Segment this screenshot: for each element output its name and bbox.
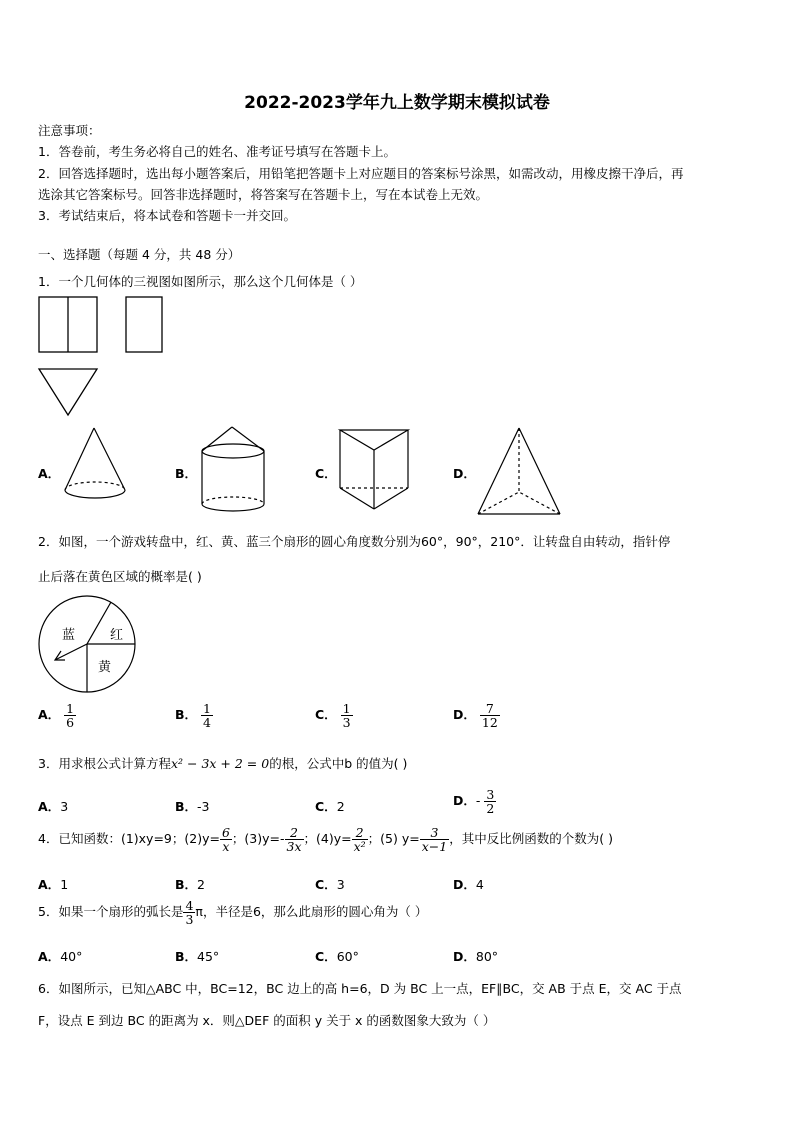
q5-option-c: C．60° (315, 949, 359, 964)
q2-option-a (38, 702, 76, 729)
q4-option-c: C．3 (315, 877, 345, 892)
q3-option-a: A．3 (38, 799, 69, 814)
q4-option-b: B．2 (175, 877, 205, 892)
q5-stem: 5．如果一个扇形的弧长是 $\frac{4}{3}$ π，半径是6，那么此扇形的圆心角为（ ） (38, 898, 428, 928)
cone-figure (62, 426, 132, 502)
notice-heading: 注意事项： (38, 123, 101, 138)
option-label: D． (453, 707, 476, 723)
q1-option-a-label: A． (38, 466, 61, 481)
fraction: $\frac{2}{3x}$ (286, 825, 302, 855)
section-heading: 一、选择题（每题 4 分，共 48 分） (38, 247, 241, 262)
option-label: A． (38, 707, 61, 723)
q2-option-c (315, 702, 353, 729)
fraction: $\frac{1}{4}$ (203, 701, 211, 731)
fraction: $\frac{1}{3}$ (342, 701, 351, 731)
spinner-figure (38, 594, 138, 696)
q4-option-a: A．1 (38, 877, 69, 892)
notice-item-2: 2．回答选择题时，选出每小题答案后，用铅笔把答题卡上对应题目的答案标号涂黑，如需改动，用橡皮擦干净后，再 (38, 166, 684, 181)
q1-option-d-label: D． (453, 466, 476, 481)
side-view (126, 297, 162, 352)
sector-label-red: 红 (110, 628, 124, 643)
notice-item-2-cont: 选涂其它答案标号。回答非选择题时，将答案写在答题卡上，写在本试卷上无效。 (38, 187, 489, 202)
q5-option-a: A．40° (38, 949, 83, 964)
fraction: $\frac{6}{x}$ (221, 825, 230, 855)
q3-stem-pre: 3．用求根公式计算方程 (38, 756, 171, 771)
q1-option-c-label: C． (315, 466, 337, 481)
q2-stem-line1: 2．如图，一个游戏转盘中，红、黄、蓝三个扇形的圆心角度数分别为60°，90°，210°．让转盘自由转动，指针停 (38, 534, 671, 549)
option-label: C． (315, 707, 337, 723)
q4-stem: 4．已知函数：(1)xy=9；(2)y= $\frac{6}{x}$ ；(3)y=- $\frac{2}{3x}$ ；(4)y= $\frac{2}{\text{x²}}$ ；(5) y= $\frac{3}{x-1}$ ，其中反比例函数的个数为( ) (38, 825, 613, 855)
q4-option-d: D．4 (453, 877, 484, 892)
q6-stem-line1: 6．如图所示，已知△ABC 中，BC=12，BC 边上的高 h=6，D 为 BC 上一点，EF∥BC，交 AB 于点 E，交 AC 于点 (38, 981, 682, 996)
fraction: $\frac{2}{\text{x²}}$ (353, 825, 366, 855)
top-view (39, 369, 97, 415)
q5-option-b: B．45° (175, 949, 220, 964)
fraction: $\frac{7}{12}$ (481, 701, 498, 731)
q6-stem-line2: F，设点 E 到边 BC 的距离为 x．则△DEF 的面积 y 关于 x 的函数图象大致为（ ） (38, 1013, 496, 1028)
q3-option-b: B．-3 (175, 799, 210, 814)
notice-item-1: 1．答卷前，考生务必将自己的姓名、准考证号填写在答题卡上。 (38, 144, 396, 159)
q3-option-d: D．- $\frac{3}{2}$ (453, 787, 495, 817)
q3-stem-post: 的根，公式中b 的值为( ) (269, 756, 408, 771)
sector-label-yellow: 黄 (98, 660, 112, 675)
q1-option-b-label: B． (175, 466, 198, 481)
q3-equation: x² − 3x + 2 = 0 (170, 756, 270, 771)
cone-on-cylinder-figure (198, 426, 270, 516)
notice-item-3: 3．考试结束后，将本试卷和答题卡一并交回。 (38, 208, 296, 223)
fraction: $\frac{3}{2}$ (486, 787, 495, 817)
triangular-prism-figure (338, 428, 410, 512)
q5-option-d: D．80° (453, 949, 499, 964)
q3-stem (38, 754, 407, 772)
q2-option-d (453, 702, 500, 729)
q2-stem-line2: 止后落在黄色区域的概率是( ) (38, 569, 202, 584)
sector-label-blue: 蓝 (62, 628, 76, 643)
q1-stem: 1．一个几何体的三视图如图所示，那么这个几何体是（ ） (38, 274, 363, 289)
q3-option-c: C．2 (315, 799, 345, 814)
tetrahedron-figure (476, 426, 562, 518)
page-title: 2022-2023学年九上数学期末模拟试卷 (244, 93, 550, 113)
option-label: B． (175, 707, 198, 723)
fraction: $\frac{1}{6}$ (66, 701, 75, 731)
q1-three-views (38, 296, 168, 421)
fraction: $\frac{3}{x-1}$ (421, 825, 448, 855)
fraction: $\frac{4}{3}$ (185, 898, 194, 928)
q2-option-b (175, 702, 213, 729)
